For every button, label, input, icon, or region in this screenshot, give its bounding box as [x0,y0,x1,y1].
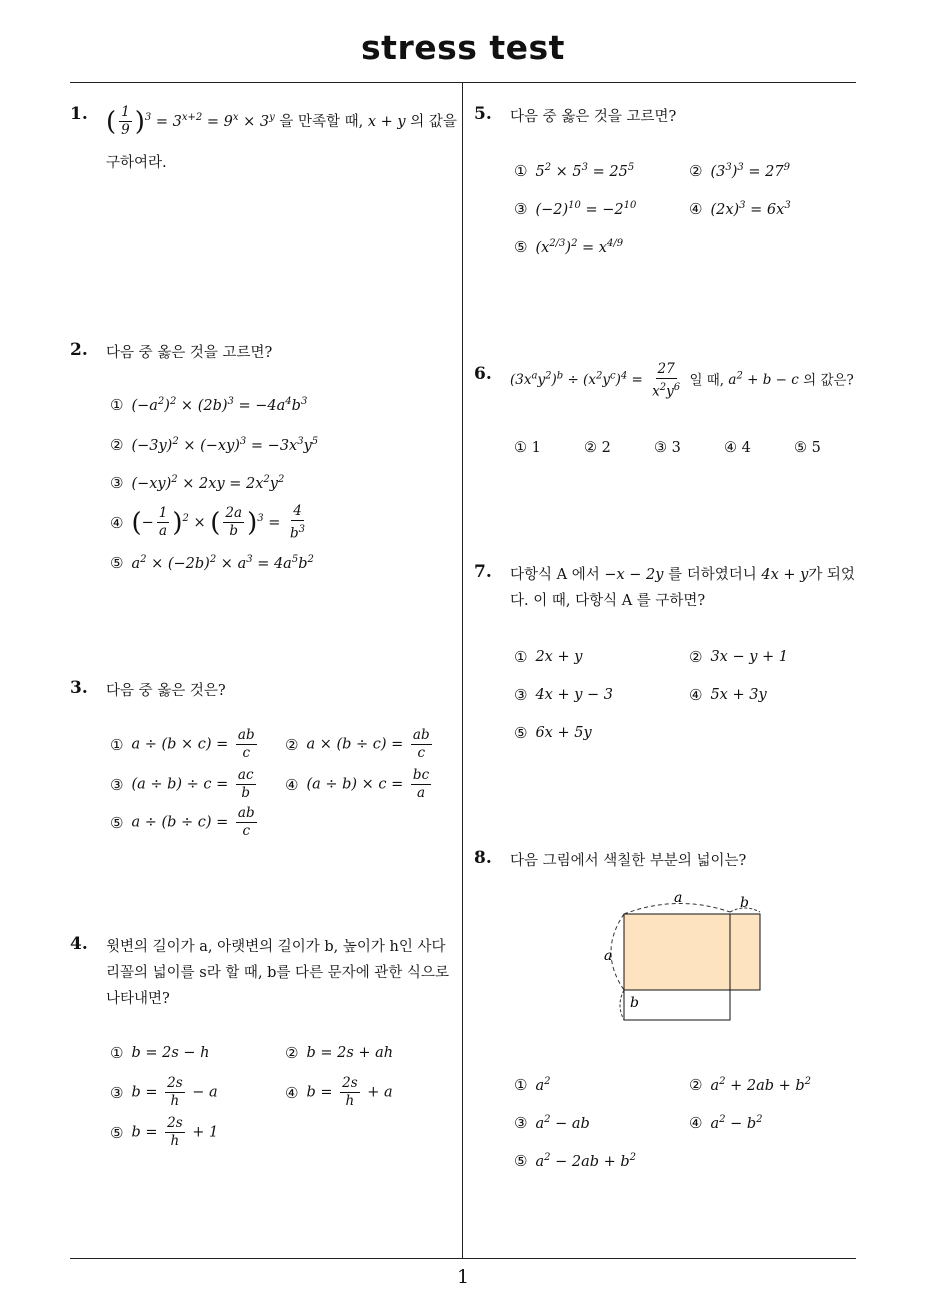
option-marker: ④ [689,1114,703,1132]
question-3 [70,678,460,848]
option-marker: ⑤ [514,724,528,742]
arc-a-side [611,914,624,990]
question-text: $(3x^ay^2)^b \div (x^2y^c)^4$ = $\frac{27}{x^2y^6}$ 일 때, $a^2 + b - c$ 의 값은? [510,361,854,400]
option-marker: ② [689,1076,703,1094]
option-3[interactable]: ③ $a^2$ − ab [514,1114,590,1132]
option-4[interactable]: ④ (− $\frac{1}{a}$ )$^2$ × ( $\frac{2a}{b}$ )$^3$ = $\frac{4}{b^3}$ [110,503,305,542]
q7-line-1: 다항식 A 에서 −x − 2y 를 더하였더니 4x + y가 되었 [510,567,855,583]
option-marker: ① [110,1044,124,1062]
option-2[interactable]: ② $(3^3)^3 = 27^9$ [689,162,790,180]
q1-text-a: 을 만족할 때, [279,113,364,130]
option-marker: ③ [110,1083,124,1102]
question-7 [474,562,864,752]
option-5[interactable]: ⑤ 5 [794,440,821,456]
option-5[interactable]: ⑤ b = $\frac{2s}{h}$ + 1 [110,1115,219,1149]
option-1[interactable]: ① $(-a^2)^2 \times (2b)^3 = -4a^4b^3$ [110,396,308,414]
question-number: 8. [474,848,492,868]
question-number: 7. [474,562,492,582]
question-number: 1. [70,104,88,124]
page-number: 1 [456,1266,470,1288]
option-4[interactable]: ④ $a^2 - b^2$ [689,1114,763,1132]
option-marker: ① [514,1076,528,1094]
question-number: 3. [70,678,88,698]
label-b-top: b [740,895,749,911]
q6-text-a: 일 때, [689,372,725,389]
question-number: 4. [70,934,88,954]
q1-text-b: 의 값을 [410,113,457,130]
option-marker: ⑤ [514,238,528,256]
option-marker: ③ [514,1114,528,1132]
option-marker: ④ [285,1083,299,1102]
option-2[interactable]: ② a × (b ÷ c) = $\frac{ab}{c}$ [285,727,430,761]
column-divider [462,82,463,1258]
option-5[interactable]: ⑤ $(x^{2/3})^2 = x^{4/9}$ [514,238,624,256]
option-marker: ③ [514,200,528,218]
option-marker: ① [110,396,124,414]
option-marker: ② [285,735,299,754]
header-rule [70,82,856,83]
area-figure [600,890,770,1030]
option-marker: ④ [110,513,124,532]
option-1[interactable]: ① a ÷ (b × c) = $\frac{ab}{c}$ [110,727,255,761]
q7-line-2: 다. 이 때, 다항식 A 를 구하면? [510,593,706,609]
option-marker: ③ [110,775,124,794]
label-a-side: a [604,948,613,964]
question-number: 6. [474,364,492,384]
q7-text-b: 를 더하였더니 [668,567,757,583]
option-3[interactable]: ③ $(-2)^{10} = -2^{10}$ [514,200,637,218]
option-marker: ① [110,735,124,754]
option-2[interactable]: ② 3x − y + 1 [689,648,789,666]
q4-line-3: 나타내면? [106,991,170,1007]
option-5[interactable]: ⑤ $a^2 \times (-2b)^2 \times a^3 = 4a^5b^2$ [110,554,314,572]
option-5[interactable]: ⑤ $a^2 - 2ab + b^2$ [514,1152,637,1170]
q7-text-c: 가 되었 [808,567,855,583]
option-4[interactable]: ④ $(2x)^3 = 6x^3$ [689,200,791,218]
option-5[interactable]: ⑤ a ÷ (b ÷ c) = $\frac{ab}{c}$ [110,805,255,839]
option-4[interactable]: ④ 5x + 3y [689,686,767,704]
option-4[interactable]: ④ 4 [724,440,751,456]
page-title: stress test [361,28,565,67]
option-marker: ① [514,162,528,180]
label-b-side: b [630,995,639,1011]
question-text: 다음 그림에서 색칠한 부분의 넓이는? [510,853,747,869]
option-marker: ④ [285,775,299,794]
question-6 [474,362,864,472]
question-8 [474,848,864,1178]
outer-square-bottom [624,990,730,1020]
option-3[interactable]: ③ 4x + y − 3 [514,686,614,704]
option-marker: ⑤ [110,1123,124,1142]
option-5[interactable]: ⑤ 6x + 5y [514,724,592,742]
option-marker: ⑤ [110,554,124,572]
option-3[interactable]: ③ $(-xy)^2 \times 2xy = 2x^2y^2$ [110,474,285,492]
q6-text-b: 의 값은? [803,372,854,389]
question-text: ( $\frac{1}{9}$ )$^3 = 3^{x+2} = 9^x \times 3^y$ 을 만족할 때, x + y 의 값을 [106,104,457,139]
question-2 [70,340,460,580]
shaded-region [624,914,760,990]
option-4[interactable]: ④ b = $\frac{2s}{h}$ + a [285,1075,393,1109]
question-5 [474,104,864,264]
option-marker: ③ [110,474,124,492]
option-3[interactable]: ③ b = $\frac{2s}{h}$ − a [110,1075,218,1109]
question-text: 다음 중 옳은 것을 고르면? [510,109,677,125]
question-text: 다음 중 옳은 것을 고르면? [106,345,273,361]
option-marker: ⑤ [110,813,124,832]
option-1[interactable]: ① 2x + y [514,648,583,666]
option-marker: ③ [514,686,528,704]
option-marker: ② [689,648,703,666]
option-marker: ② [110,436,124,454]
option-marker: ⑤ [514,1152,528,1170]
option-1[interactable]: ① 1 [514,440,541,456]
option-1[interactable]: ① $a^2$ [514,1076,551,1094]
question-4 [70,934,460,1154]
option-marker: ② [285,1044,299,1062]
question-number: 5. [474,104,492,124]
arc-b-side [620,990,624,1020]
q7-text-a: 다항식 A 에서 [510,567,600,583]
question-text: 다음 중 옳은 것은? [106,683,226,699]
option-1[interactable]: ① b = 2s − h [110,1044,210,1062]
option-2[interactable]: ② b = 2s + ah [285,1044,394,1062]
option-3[interactable]: ③ (a ÷ b) ÷ c = $\frac{ac}{b}$ [110,767,254,801]
q4-line-2: 리꼴의 넓이를 s라 할 때, b를 다른 문자에 관한 식으로 [106,965,449,981]
q4-line-1: 윗변의 길이가 a, 아랫변의 길이가 b, 높이가 h인 사다 [106,939,446,955]
label-a-top: a [674,890,683,906]
option-marker: ② [689,162,703,180]
option-marker: ④ [689,686,703,704]
option-1[interactable]: ① $5^2 \times 5^3 = 25^5$ [514,162,635,180]
option-marker: ④ [689,200,703,218]
option-2[interactable]: ② $(-3y)^2 \times (-xy)^3 = -3x^3y^5$ [110,436,319,454]
option-2[interactable]: ② $a^2 + 2ab + b^2$ [689,1076,812,1094]
question-number: 2. [70,340,88,360]
footer-rule [70,1258,856,1259]
option-3[interactable]: ③ 3 [654,440,681,456]
question-1 [70,104,460,184]
option-4[interactable]: ④ (a ÷ b) × c = $\frac{bc}{a}$ [285,767,430,801]
option-marker: ① [514,648,528,666]
q1-text-c: 구하여라. [106,155,167,171]
option-2[interactable]: ② 2 [584,440,611,456]
